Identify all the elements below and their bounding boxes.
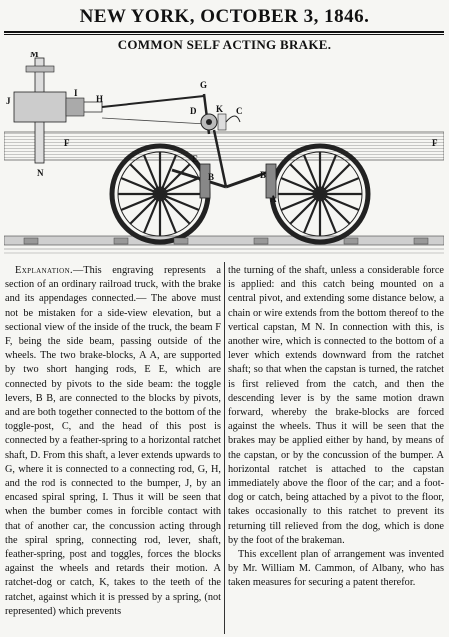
- label-I: I: [74, 88, 78, 98]
- brake-block-right: [266, 164, 276, 198]
- label-C: C: [236, 106, 243, 116]
- label-E: E: [192, 154, 199, 164]
- label-H: H: [96, 94, 104, 104]
- label-B-right: B: [260, 170, 267, 180]
- side-beam: [4, 132, 444, 160]
- article-paragraph-1-text: —This engraving represents a section of an ordinary railroad truck, with the brake and its appendages connected.— The above must not be mistaken for a side-view elevation, but a sectional view of the inside of the truck, the beam F F, being the side beam, passing outside of the wheels. The two brake-blocks, A A, are supported by two short hanging rods, E E, which are connected by pivots to the side beam: the toggle levers, B B, are connected to the blocks by pivots, and are both together connected to the bottom of the toggle-post, C, and the head of this post is connected by a feather-spring to a horizontal ratchet shaft, D. From this shaft, a lever extends upwards to G, where it is connected to a connecting rod, G, H, and the rod is connected to the bumper, J, by an encased spiral spring, I. Thus it will be seen that when the bumber comes in forcible contact with that of another car, the concussion acting through the spiral spring, connecting rod, lever, shaft, feather-spring, post and toggles, forces the blocks against the wheels and retards their motion. A ratchet-dog or catch, K, takes to the teeth of the ratchet, against which it is pressed by a spring, (not represented) which prevents: [5, 265, 221, 617]
- label-M: M: [30, 52, 39, 59]
- label-G: G: [200, 80, 208, 90]
- article-paragraph-2: This excellent plan of arrangement was invented by Mr. William M. Cammon, of Albany, who has taken measures for securing a patent therefor.: [228, 549, 444, 589]
- wheel-right: [272, 146, 368, 242]
- article-title: COMMON SELF ACTING BRAKE.: [117, 37, 332, 52]
- bumper: [14, 92, 66, 122]
- label-F-right: F: [432, 138, 438, 148]
- label-N: N: [37, 168, 44, 178]
- masthead-rule-thin: [4, 34, 444, 35]
- rail: [4, 236, 444, 245]
- label-B-left: B: [208, 172, 215, 182]
- article-paragraph-1: [5, 264, 221, 619]
- article-column-right: [228, 264, 444, 591]
- label-J: J: [6, 96, 11, 106]
- label-D: D: [190, 106, 197, 116]
- article-column-left: [5, 264, 221, 619]
- masthead-rule: [4, 31, 444, 33]
- explanation-lead: Explanation.: [15, 265, 73, 276]
- column-divider: [224, 262, 225, 634]
- masthead-title: NEW YORK, OCTOBER 3, 1846.: [79, 6, 370, 27]
- brake-engraving: [4, 52, 444, 257]
- label-A: A: [270, 194, 277, 204]
- label-K: K: [216, 104, 224, 114]
- label-F-left: F: [64, 138, 70, 148]
- article-paragraph-1-continued: the turning of the shaft, unless a considerable force is applied: and this catch being mounted on a central pivot, and extending some distance below, a chain or wire extends from the bottom thereof to the vertical capstan, M N. In connection with this, is another wire, which is connected to the bottom of a lever which extends downward from the ratchet shaft; so that when the capstan is turned, the ratchet is first relieved from the catch, and then the descending lever is by the same motion drawn forward, whereby the brake-blocks are forced against the wheels. Thus it will be seen that the brakes may be applied either by hand, by means of the capstan, or by the concussion of the bumper. A horizontal ratchet is attached to the capstan immediately above the floor of the car; and a foot-dog or catch, being attached by a pivot to the floor, takes occasionally to this ratchet to prevent its returning till relieved from the dog, which is done by the foot of the brakeman.: [228, 265, 444, 546]
